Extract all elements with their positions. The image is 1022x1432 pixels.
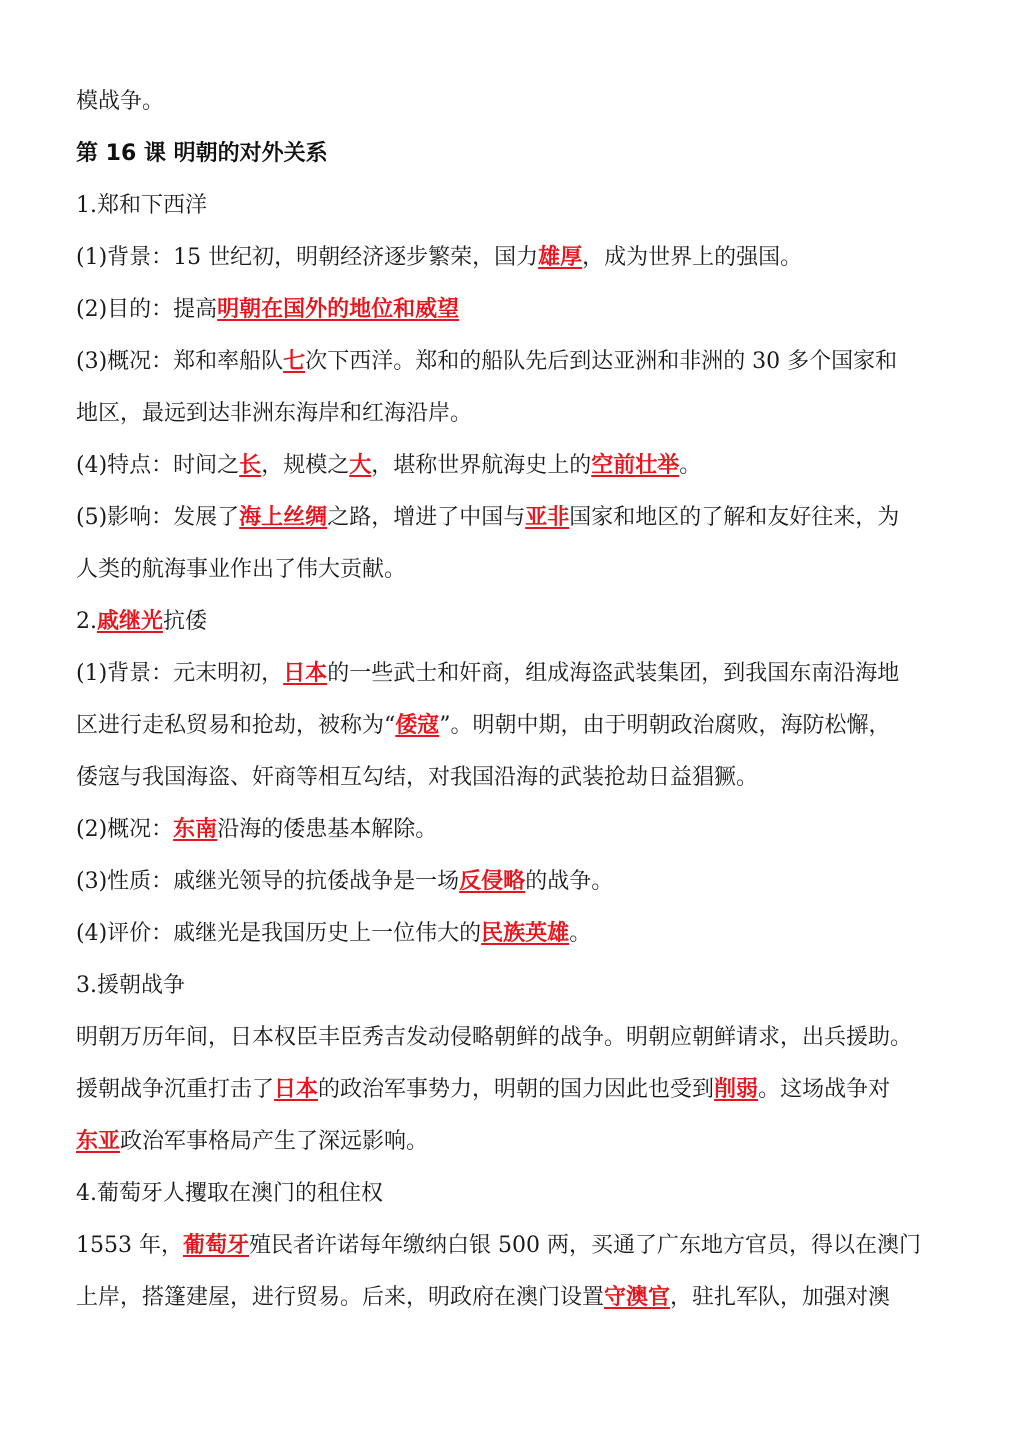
text-segment: ，规模之 bbox=[261, 453, 350, 478]
key-term: 守澳官 bbox=[604, 1285, 671, 1310]
key-term: 海上丝绸 bbox=[239, 505, 328, 530]
text-segment: 政治军事格局产生了深远影响。 bbox=[120, 1129, 429, 1154]
text-segment: 之路，增进了中国与 bbox=[327, 505, 526, 530]
text-segment: 抗倭 bbox=[163, 609, 208, 634]
text-line bbox=[76, 1012, 956, 1064]
text-segment: 地区，最远到达非洲东海岸和红海沿岸。 bbox=[76, 401, 473, 426]
text-line bbox=[76, 1220, 956, 1272]
lesson-heading bbox=[76, 128, 956, 180]
text-segment: 区进行走私贸易和抢劫，被称为“ bbox=[76, 713, 396, 738]
text-segment: 1553 年， bbox=[76, 1233, 183, 1258]
text-segment: (5)影响：发展了 bbox=[76, 505, 240, 530]
text-segment: 。这场战争对 bbox=[758, 1077, 891, 1102]
text-line bbox=[76, 1116, 956, 1168]
text-line bbox=[76, 492, 956, 544]
text-line bbox=[76, 336, 956, 388]
key-term: 明朝在国外的地位和威望 bbox=[217, 297, 460, 322]
text-line bbox=[76, 752, 956, 804]
text-line bbox=[76, 856, 956, 908]
key-term: 日本 bbox=[283, 661, 328, 686]
text-segment: 3.援朝战争 bbox=[76, 973, 185, 998]
key-term: 葡萄牙 bbox=[182, 1233, 249, 1258]
text-line bbox=[76, 1064, 956, 1116]
text-segment: 的一些武士和奸商，组成海盗武装集团，到我国东南沿海地 bbox=[327, 661, 900, 686]
text-segment: 第 16 课 明朝的对外关系 bbox=[76, 141, 328, 166]
text-line bbox=[76, 1272, 956, 1324]
text-segment: 殖民者许诺每年缴纳白银 500 两，买通了广东地方官员，得以在澳门 bbox=[249, 1233, 921, 1258]
text-segment: (3)性质：戚继光领导的抗倭战争是一场 bbox=[76, 869, 460, 894]
text-line bbox=[76, 960, 956, 1012]
key-term: 日本 bbox=[274, 1077, 319, 1102]
text-segment: ”。明朝中期，由于明朝政治腐败，海防松懈， bbox=[439, 713, 891, 738]
text-segment: 沿海的倭患基本解除。 bbox=[217, 817, 438, 842]
text-line bbox=[76, 596, 956, 648]
text-segment: 次下西洋。郑和的船队先后到达亚洲和非洲的 30 多个国家和 bbox=[305, 349, 898, 374]
text-segment: ，驻扎军队，加强对澳 bbox=[670, 1285, 891, 1310]
key-term: 削弱 bbox=[714, 1077, 759, 1102]
key-term: 反侵略 bbox=[459, 869, 526, 894]
text-segment: (3)概况：郑和率船队 bbox=[76, 349, 284, 374]
key-term: 七 bbox=[283, 349, 306, 374]
text-segment: (4)评价：戚继光是我国历史上一位伟大的 bbox=[76, 921, 482, 946]
text-line bbox=[76, 232, 956, 284]
text-segment: 上岸，搭篷建屋，进行贸易。后来，明政府在澳门设置 bbox=[76, 1285, 605, 1310]
text-line bbox=[76, 1168, 956, 1220]
text-segment: ，堪称世界航海史上的 bbox=[371, 453, 592, 478]
key-term: 空前壮举 bbox=[591, 453, 680, 478]
text-segment: (1)背景：元末明初， bbox=[76, 661, 284, 686]
key-term: 亚非 bbox=[525, 505, 570, 530]
text-segment: 模战争。 bbox=[76, 89, 165, 114]
text-segment: 人类的航海事业作出了伟大贡献。 bbox=[76, 557, 407, 582]
text-segment: 4.葡萄牙人攫取在澳门的租住权 bbox=[76, 1181, 383, 1206]
text-segment: 2. bbox=[76, 609, 97, 634]
key-term: 长 bbox=[239, 453, 262, 478]
key-term: 民族英雄 bbox=[481, 921, 570, 946]
text-line bbox=[76, 440, 956, 492]
text-line bbox=[76, 284, 956, 336]
text-segment: (2)概况： bbox=[76, 817, 174, 842]
text-segment: 1.郑和下西洋 bbox=[76, 193, 207, 218]
key-term: 倭寇 bbox=[395, 713, 440, 738]
text-segment: 倭寇与我国海盗、奸商等相互勾结，对我国沿海的武装抢劫日益猖獗。 bbox=[76, 765, 759, 790]
text-segment: 的战争。 bbox=[525, 869, 614, 894]
text-segment: 的政治军事势力，明朝的国力因此也受到 bbox=[318, 1077, 715, 1102]
document-page bbox=[76, 76, 956, 1324]
key-term: 戚继光 bbox=[97, 609, 164, 634]
text-line bbox=[76, 76, 956, 128]
key-term: 东亚 bbox=[76, 1129, 121, 1154]
text-segment: 。 bbox=[679, 453, 702, 478]
text-line bbox=[76, 804, 956, 856]
text-line bbox=[76, 544, 956, 596]
text-segment: 援朝战争沉重打击了 bbox=[76, 1077, 275, 1102]
text-line bbox=[76, 388, 956, 440]
text-segment: (2)目的：提高 bbox=[76, 297, 218, 322]
text-segment: (1)背景：15 世纪初，明朝经济逐步繁荣，国力 bbox=[76, 245, 539, 270]
text-line bbox=[76, 700, 956, 752]
text-line bbox=[76, 908, 956, 960]
text-segment: 国家和地区的了解和友好往来，为 bbox=[569, 505, 900, 530]
text-segment: ，成为世界上的强国。 bbox=[582, 245, 803, 270]
text-line bbox=[76, 648, 956, 700]
text-segment: 。 bbox=[569, 921, 592, 946]
text-line bbox=[76, 180, 956, 232]
text-segment: 明朝万历年间，日本权臣丰臣秀吉发动侵略朝鲜的战争。明朝应朝鲜请求，出兵援助。 bbox=[76, 1025, 913, 1050]
text-segment: (4)特点：时间之 bbox=[76, 453, 240, 478]
key-term: 雄厚 bbox=[538, 245, 583, 270]
key-term: 大 bbox=[349, 453, 372, 478]
key-term: 东南 bbox=[173, 817, 218, 842]
